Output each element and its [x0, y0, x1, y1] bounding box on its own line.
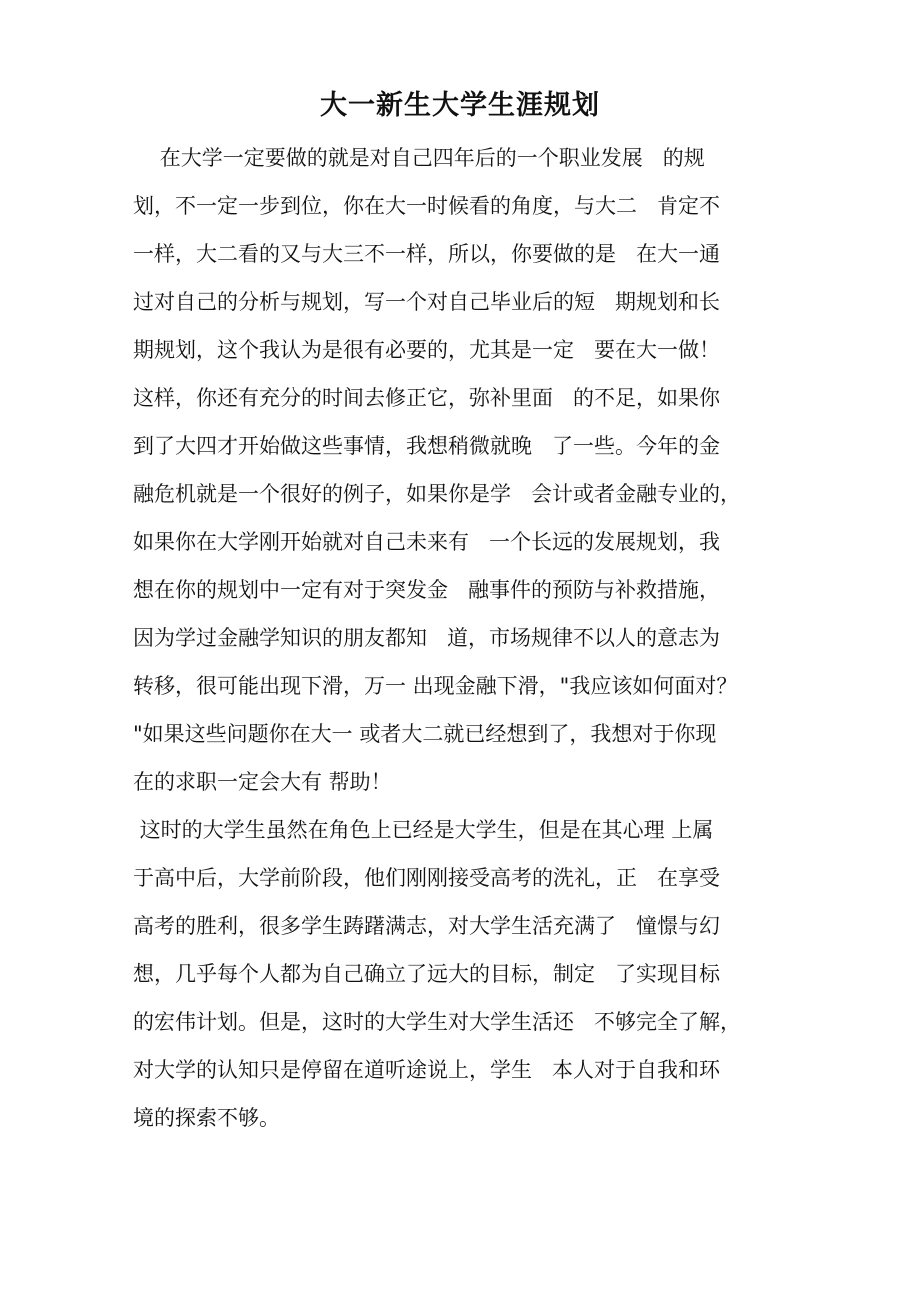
text-line: 的宏伟计划。但是，这时的大学生对大学生活还 不够完全了解， [133, 1010, 742, 1034]
text-line: 这样，你还有充分的时间去修正它，弥补里面 的不足，如果你 [133, 386, 721, 410]
text-line: "如果这些问题你在大一 或者大二就已经想到了，我想对于你现 [133, 722, 717, 746]
text-line: 在的求职一定会大有 帮助！ [133, 770, 392, 794]
text-line: 境的探索不够。 [133, 1106, 280, 1130]
text-line: 如果你在大学刚开始就对自己未来有 一个长远的发展规划，我 [133, 530, 721, 554]
text-line: 过对自己的分析与规划，写一个对自己毕业后的短 期规划和长 [133, 290, 721, 314]
text-line: 划，不一定一步到位，你在大一时候看的角度，与大二 肯定不 [133, 194, 721, 218]
text-line: 对大学的认知只是停留在道听途说上，学生 本人对于自我和环 [133, 1058, 721, 1082]
text-line: 到了大四才开始做这些事情，我想稍微就晚 了一些。今年的金 [133, 434, 721, 458]
text-line: 转移，很可能出现下滑，万一 出现金融下滑，"我应该如何面对？ [133, 674, 738, 698]
text-line: 于高中后，大学前阶段，他们刚刚接受高考的洗礼，正 在享受 [133, 866, 721, 890]
paragraph-2 [133, 810, 803, 1146]
text-line: 在大学一定要做的就是对自己四年后的一个职业发展 的规 [133, 146, 705, 170]
text-line: 这时的大学生虽然在角色上已经是大学生，但是在其心理 上属 [133, 818, 714, 842]
text-line: 想在你的规划中一定有对于突发金 融事件的预防与补救措施， [133, 578, 721, 602]
document-body [133, 138, 803, 1146]
text-line: 高考的胜利，很多学生踌躇满志，对大学生活充满了 憧憬与幻 [133, 914, 721, 938]
text-line: 因为学过金融学知识的朋友都知 道，市场规律不以人的意志为 [133, 626, 721, 650]
text-line: 融危机就是一个很好的例子，如果你是学 会计或者金融专业的， [133, 482, 742, 506]
paragraph-1 [133, 138, 803, 810]
document-title: 大一新生大学生涯规划 [320, 90, 600, 121]
text-line: 期规划，这个我认为是很有必要的，尤其是一定 要在大一做！ [133, 338, 721, 362]
text-line: 想，几乎每个人都为自己确立了远大的目标，制定 了实现目标 [133, 962, 721, 986]
text-line: 一样，大二看的又与大三不一样，所以，你要做的是 在大一通 [133, 242, 721, 266]
